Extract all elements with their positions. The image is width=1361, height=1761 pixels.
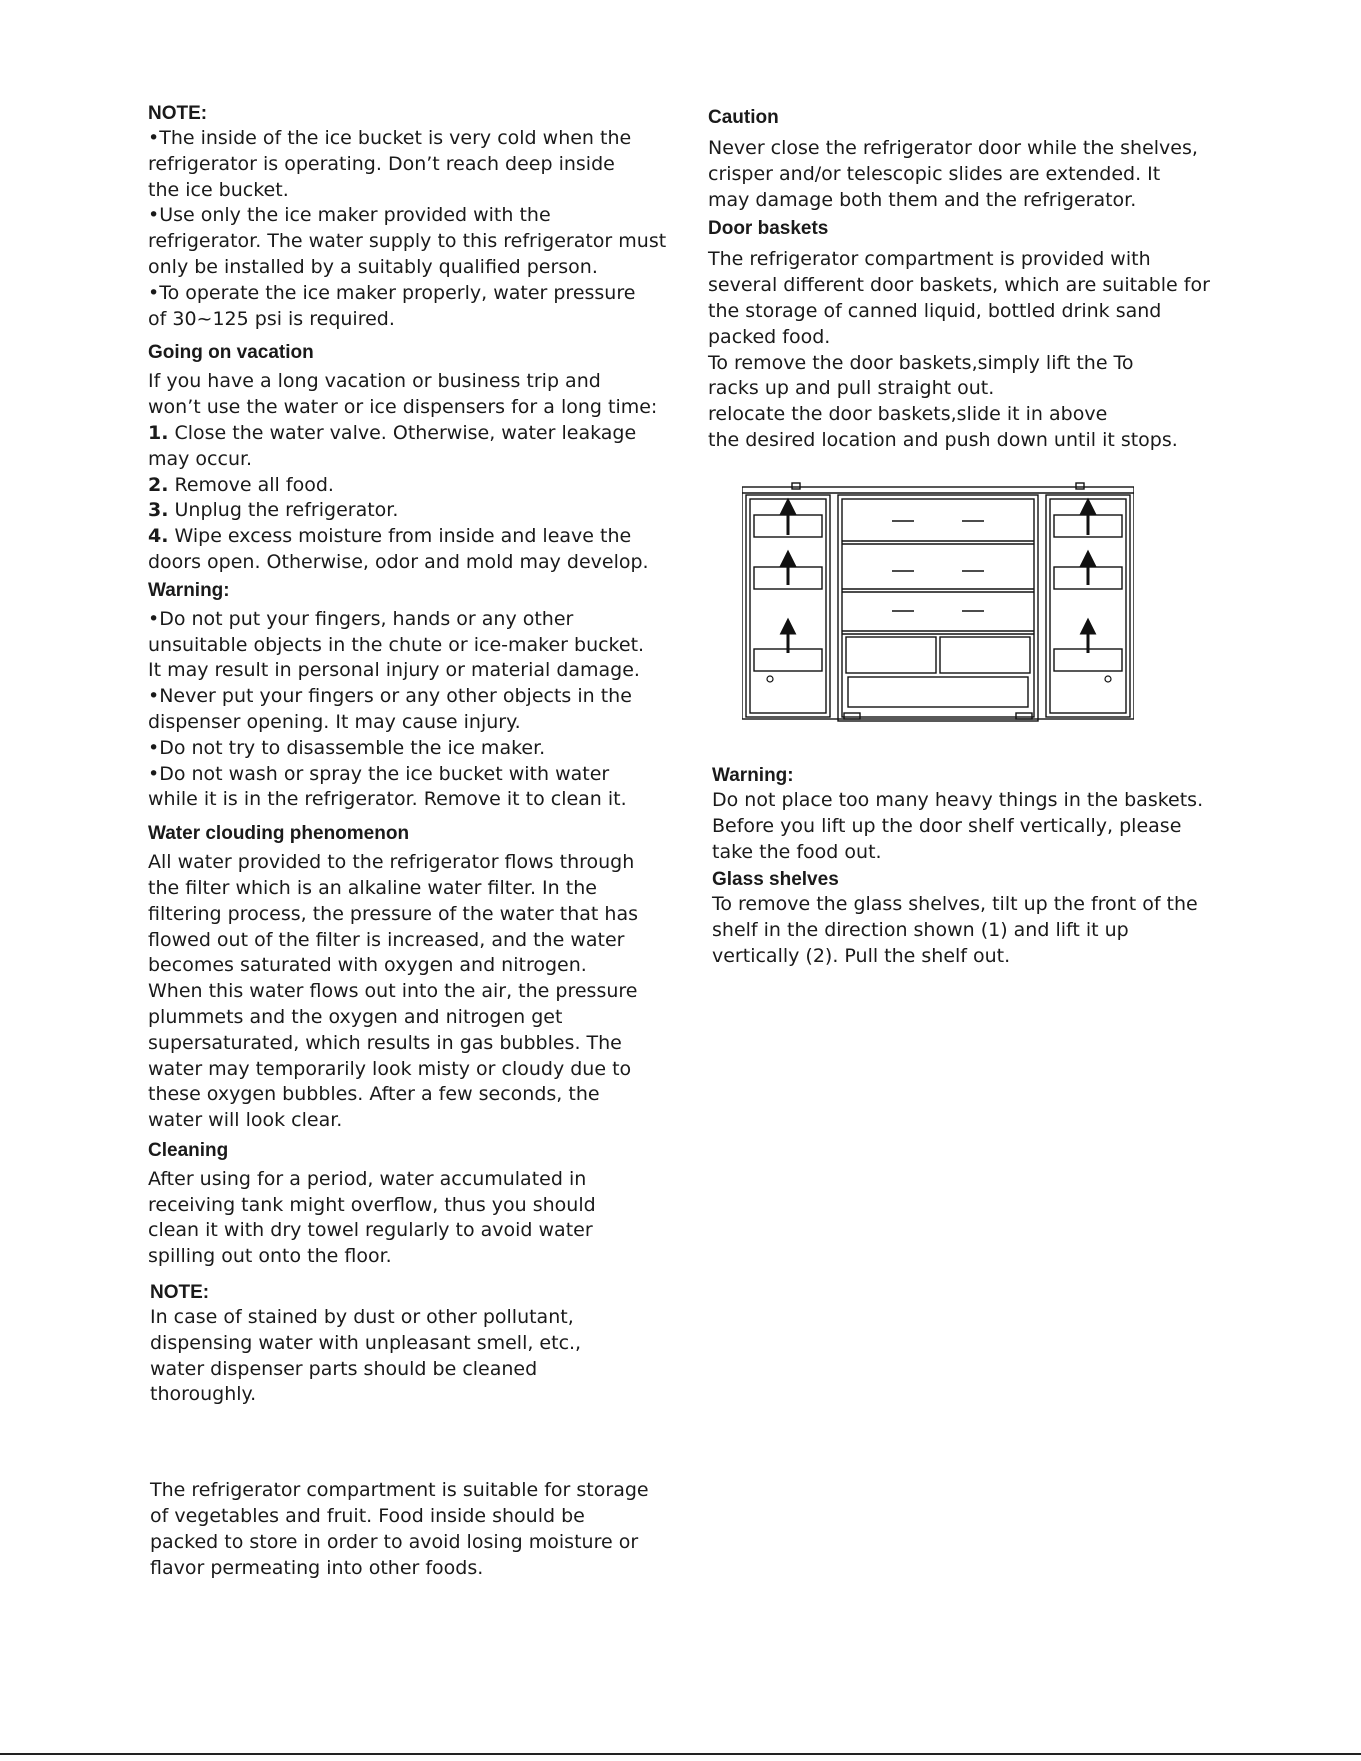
text-line: •Do not put your fingers, hands or any other (148, 607, 574, 630)
step-text: Unplug the refrigerator. (168, 499, 399, 522)
warning-heading: Warning: (148, 579, 230, 601)
text-line: clean it with dry towel regularly to avoid water (148, 1219, 593, 1242)
cleaning-heading: Cleaning (148, 1139, 229, 1161)
text-line: •The inside of the ice bucket is very cold when the (148, 127, 632, 149)
warning2-heading: Warning: (712, 765, 794, 786)
text-line: take the food out. (712, 840, 882, 863)
text-line: packed food. (708, 325, 831, 348)
text-line: •Do not wash or spray the ice bucket with water (148, 762, 610, 785)
text-line: the desired location and push down until it stops. (708, 428, 1178, 451)
text-line: •Use only the ice maker provided with the (148, 204, 551, 227)
step-text: doors open. Otherwise, odor and mold may develop. (148, 550, 649, 573)
text-line: •To operate the ice maker properly, water pressure (148, 281, 636, 304)
step-number: 4. (148, 525, 169, 548)
step-text: Wipe excess moisture from inside and leave the (168, 525, 632, 548)
text-line: •Never put your fingers or any other objects in the (148, 685, 632, 708)
text-line: Never close the refrigerator door while the shelves, (708, 137, 1198, 159)
text-line: shelf in the direction shown (1) and lift it up (712, 919, 1129, 942)
vacation-heading: Going on vacation (148, 342, 314, 364)
text-line: •Do not try to disassemble the ice maker. (148, 736, 546, 759)
note2-section (148, 1280, 708, 1408)
text-line: receiving tank might overflow, thus you should (148, 1193, 596, 1216)
text-line: After using for a period, water accumulated in (148, 1167, 587, 1190)
text-line: In case of stained by dust or other pollutant, (150, 1306, 574, 1329)
text-line: the storage of canned liquid, bottled drink sand (708, 299, 1162, 322)
text-line: the ice bucket. (148, 178, 289, 201)
text-line: It may result in personal injury or material damage. (148, 659, 640, 682)
text-line: Do not place too many heavy things in the baskets. (712, 789, 1204, 811)
text-line: When this water flows out into the air, the pressure (148, 980, 638, 1003)
text-line: won’t use the water or ice dispensers for a long time: (148, 396, 658, 419)
text-line: the filter which is an alkaline water filter. In the (148, 876, 597, 899)
text-line: of vegetables and fruit. Food inside should be (150, 1505, 585, 1528)
text-line: relocate the door baskets,slide it in above (708, 403, 1108, 426)
text-line: dispenser opening. It may cause injury. (148, 710, 521, 733)
text-line: The refrigerator compartment is provided with (708, 248, 1151, 271)
text-line: water will look clear. (148, 1109, 343, 1132)
right-column-lower (712, 763, 1272, 970)
text-line: several different door baskets, which are suitable for (708, 274, 1210, 297)
step-text: Close the water valve. Otherwise, water leakage (168, 421, 637, 444)
caution-heading: Caution (708, 107, 779, 128)
note2-heading: NOTE: (150, 1282, 210, 1304)
step-number: 2. (148, 473, 169, 496)
note-heading: NOTE: (148, 103, 208, 124)
text-line: supersaturated, which results in gas bubbles. The (148, 1031, 622, 1054)
text-line: of 30~125 psi is required. (148, 307, 395, 330)
text-line: water may temporarily look misty or cloudy due to (148, 1057, 632, 1080)
text-line: dispensing water with unpleasant smell, etc., (150, 1331, 582, 1354)
text-line: spilling out onto the floor. (148, 1245, 392, 1268)
step-line (148, 421, 708, 447)
step-line (148, 447, 708, 473)
text-line: racks up and pull straight out. (708, 377, 995, 400)
right-column (708, 105, 1268, 454)
step-line (148, 550, 708, 576)
glass-section (712, 867, 1272, 969)
clouding-section (148, 821, 708, 1134)
glass-heading: Glass shelves (712, 869, 839, 891)
step-number: 3. (148, 499, 169, 522)
text-line: The refrigerator compartment is suitable for storage (150, 1479, 649, 1502)
text-line: while it is in the refrigerator. Remove it to clean it. (148, 788, 627, 811)
baskets-section (708, 216, 1268, 453)
left-column (148, 101, 708, 1581)
caution-section (708, 105, 1268, 213)
warning2-section (712, 763, 1272, 865)
refrigerator-icon (742, 481, 1134, 729)
text-line: becomes saturated with oxygen and nitrogen. (148, 954, 587, 977)
text-line: flavor permeating into other foods. (150, 1556, 484, 1579)
text-line: water dispenser parts should be cleaned (150, 1357, 538, 1380)
clouding-heading: Water clouding phenomenon (148, 823, 410, 845)
step-text: may occur. (148, 447, 253, 470)
text-line: vertically (2). Pull the shelf out. (712, 944, 1011, 967)
refrigerator-door-baskets-diagram (742, 481, 1134, 729)
text-line: unsuitable objects in the chute or ice-maker bucket. (148, 633, 645, 656)
text-line: refrigerator. The water supply to this refrigerator must (148, 230, 667, 253)
text-line: refrigerator is operating. Don’t reach deep inside (148, 152, 615, 175)
warning-section (148, 578, 708, 813)
bottom-rule (0, 1753, 1361, 1755)
step-text: Remove all food. (168, 473, 334, 496)
text-line: To remove the glass shelves, tilt up the front of the (712, 893, 1198, 916)
text-line: these oxygen bubbles. After a few seconds, the (148, 1083, 600, 1106)
text-line: thoroughly. (150, 1383, 257, 1406)
step-line (148, 524, 708, 550)
text-line: flowed out of the filter is increased, and the water (148, 928, 625, 951)
text-line: To remove the door baskets,simply lift the To (708, 351, 1134, 374)
text-line: only be installed by a suitably qualified person. (148, 255, 598, 278)
text-line: Before you lift up the door shelf vertically, please (712, 814, 1182, 837)
step-number: 1. (148, 421, 169, 444)
note-lines (148, 126, 708, 332)
text-line: If you have a long vacation or business trip and (148, 370, 601, 393)
storage-section (148, 1478, 708, 1581)
text-line: may damage both them and the refrigerator. (708, 188, 1137, 211)
text-line: filtering process, the pressure of the water that has (148, 902, 638, 925)
baskets-heading: Door baskets (708, 218, 829, 240)
text-line: All water provided to the refrigerator flows through (148, 851, 635, 874)
text-line: crisper and/or telescopic slides are extended. It (708, 162, 1161, 185)
note-section (148, 101, 708, 332)
cleaning-section (148, 1138, 708, 1270)
text-line: packed to store in order to avoid losing moisture or (150, 1530, 639, 1553)
step-line (148, 473, 708, 499)
vacation-section (148, 340, 708, 575)
text-line: plummets and the oxygen and nitrogen get (148, 1005, 563, 1028)
step-line (148, 498, 708, 524)
